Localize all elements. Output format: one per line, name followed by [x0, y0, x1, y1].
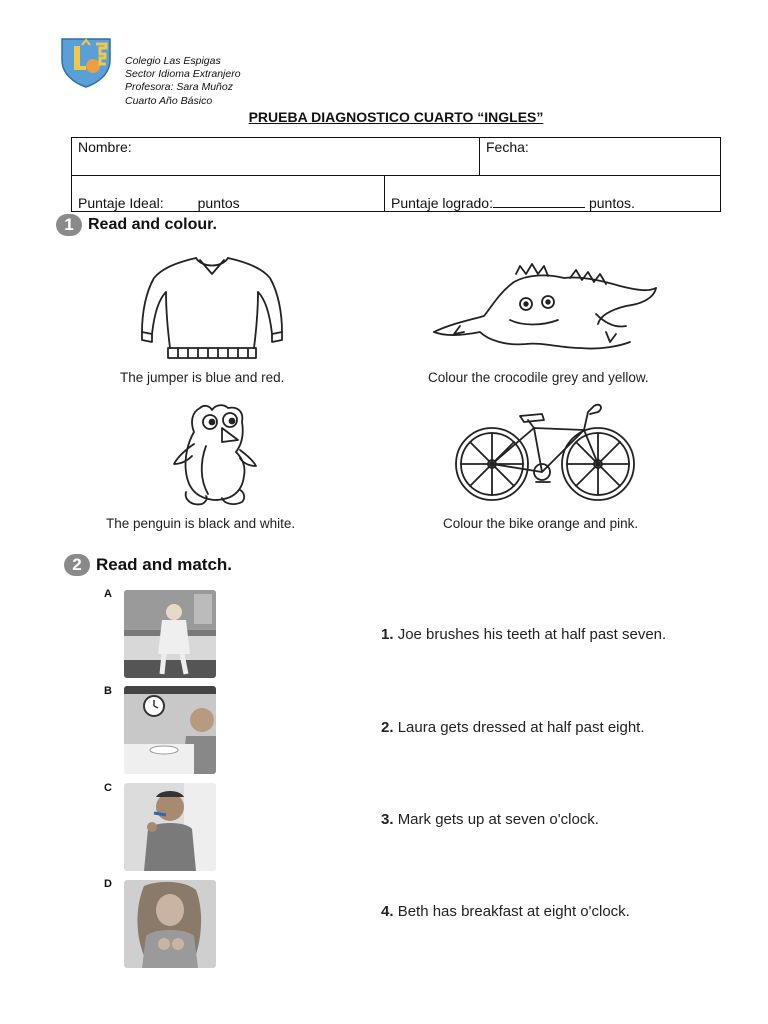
- photo-boy-brushing-teeth: [124, 783, 216, 871]
- section-1-title: Read and colour.: [88, 216, 217, 233]
- caption-crocodile: Colour the crocodile grey and yellow.: [428, 370, 649, 385]
- sentence-2: [381, 719, 645, 736]
- puntaje-logrado-unit: puntos.: [588, 195, 635, 211]
- school-grade: Cuarto Año Básico: [125, 94, 213, 107]
- caption-penguin: The penguin is black and white.: [106, 516, 296, 531]
- nombre-label: Nombre:: [78, 139, 132, 155]
- section-1-heading: [56, 214, 217, 236]
- puntaje-ideal-unit: puntos: [197, 195, 240, 211]
- section-2-number: 2: [64, 554, 90, 576]
- photo-girl-bedroom: [124, 590, 216, 678]
- school-info: [125, 55, 241, 108]
- caption-jumper: The jumper is blue and red.: [120, 370, 285, 385]
- nombre-field[interactable]: [72, 138, 480, 176]
- sentence-2-number: 2.: [381, 719, 394, 736]
- crocodile-icon: [430, 262, 662, 363]
- school-logo: [60, 36, 112, 88]
- bike-icon: [450, 400, 640, 511]
- sentence-3-text: Mark gets up at seven o'clock.: [397, 811, 599, 828]
- section-2-heading: [64, 554, 232, 576]
- sentence-2-text: Laura gets dressed at half past eight.: [397, 719, 645, 736]
- photo-girl-breakfast: [124, 686, 216, 774]
- section-2-title: Read and match.: [96, 555, 233, 574]
- puntaje-logrado-field[interactable]: [385, 176, 721, 212]
- sentence-3-number: 3.: [381, 811, 394, 828]
- puntaje-logrado-label: Puntaje logrado:: [391, 195, 493, 211]
- section-1-number: 1: [56, 214, 82, 236]
- sentence-4: [381, 903, 630, 920]
- picture-letter-a: A: [104, 588, 112, 600]
- sentence-1-text: Joe brushes his teeth at half past seven.: [397, 626, 667, 643]
- picture-letter-d: D: [104, 878, 112, 890]
- caption-bike: Colour the bike orange and pink.: [443, 516, 639, 531]
- sentence-1: [381, 626, 666, 643]
- sentence-4-number: 4.: [381, 903, 394, 920]
- school-sector: Sector Idioma Extranjero: [125, 68, 241, 81]
- sentence-4-text: Beth has breakfast at eight o'clock.: [397, 903, 630, 920]
- sentence-1-number: 1.: [381, 626, 394, 643]
- student-info-table: [71, 137, 721, 212]
- jumper-icon: [138, 252, 288, 369]
- penguin-icon: [172, 400, 258, 513]
- fecha-field[interactable]: [480, 138, 721, 176]
- sentence-3: [381, 811, 599, 828]
- school-name: Colegio Las Espigas: [125, 55, 221, 67]
- photo-girl-getting-dressed: [124, 880, 216, 968]
- picture-letter-c: C: [104, 782, 112, 794]
- puntaje-ideal-label: Puntaje Ideal:: [78, 195, 164, 211]
- picture-letter-b: B: [104, 685, 112, 697]
- fecha-label: Fecha:: [486, 139, 529, 155]
- puntaje-ideal-field[interactable]: [72, 176, 385, 212]
- puntaje-logrado-blank[interactable]: [493, 195, 585, 208]
- school-teacher: Profesora: Sara Muñoz: [125, 81, 233, 94]
- page-title: PRUEBA DIAGNOSTICO CUARTO “INGLES”: [248, 109, 544, 125]
